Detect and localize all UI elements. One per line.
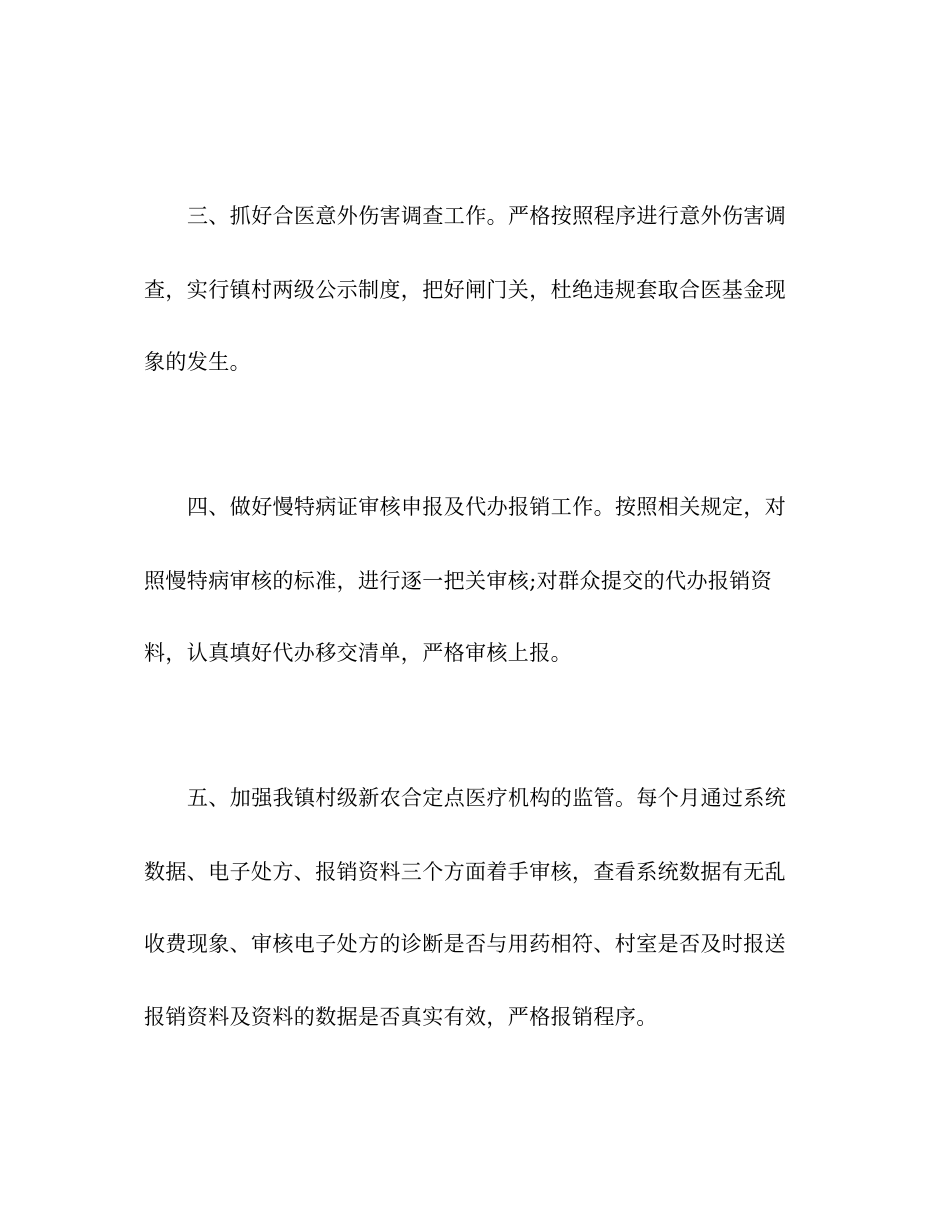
text-line: 数据、电子处方、报销资料三个方面着手审核，查看系统数据有无乱	[144, 860, 786, 884]
text-line: 报销资料及资料的数据是否真实有效，严格报销程序。	[144, 1005, 658, 1029]
text-line: 料，认真填好代办移交清单，严格审核上报。	[144, 641, 572, 665]
text-line: 照慢特病审核的标准，进行逐一把关审核;对群众提交的代办报销资	[144, 569, 773, 593]
text-line: 象的发生。	[144, 350, 251, 374]
text-line: 三、抓好合医意外伤害调查工作。严格按照程序进行意外伤害调	[187, 204, 787, 228]
text-line: 查，实行镇村两级公示制度，把好闸门关，杜绝违规套取合医基金现	[144, 278, 786, 302]
text-line: 收费现象、审核电子处方的诊断是否与用药相符、村室是否及时报送	[144, 932, 786, 956]
text-line: 四、做好慢特病证审核申报及代办报销工作。按照相关规定，对	[187, 495, 787, 519]
text-line: 五、加强我镇村级新农合定点医疗机构的监管。每个月通过系统	[187, 786, 787, 810]
